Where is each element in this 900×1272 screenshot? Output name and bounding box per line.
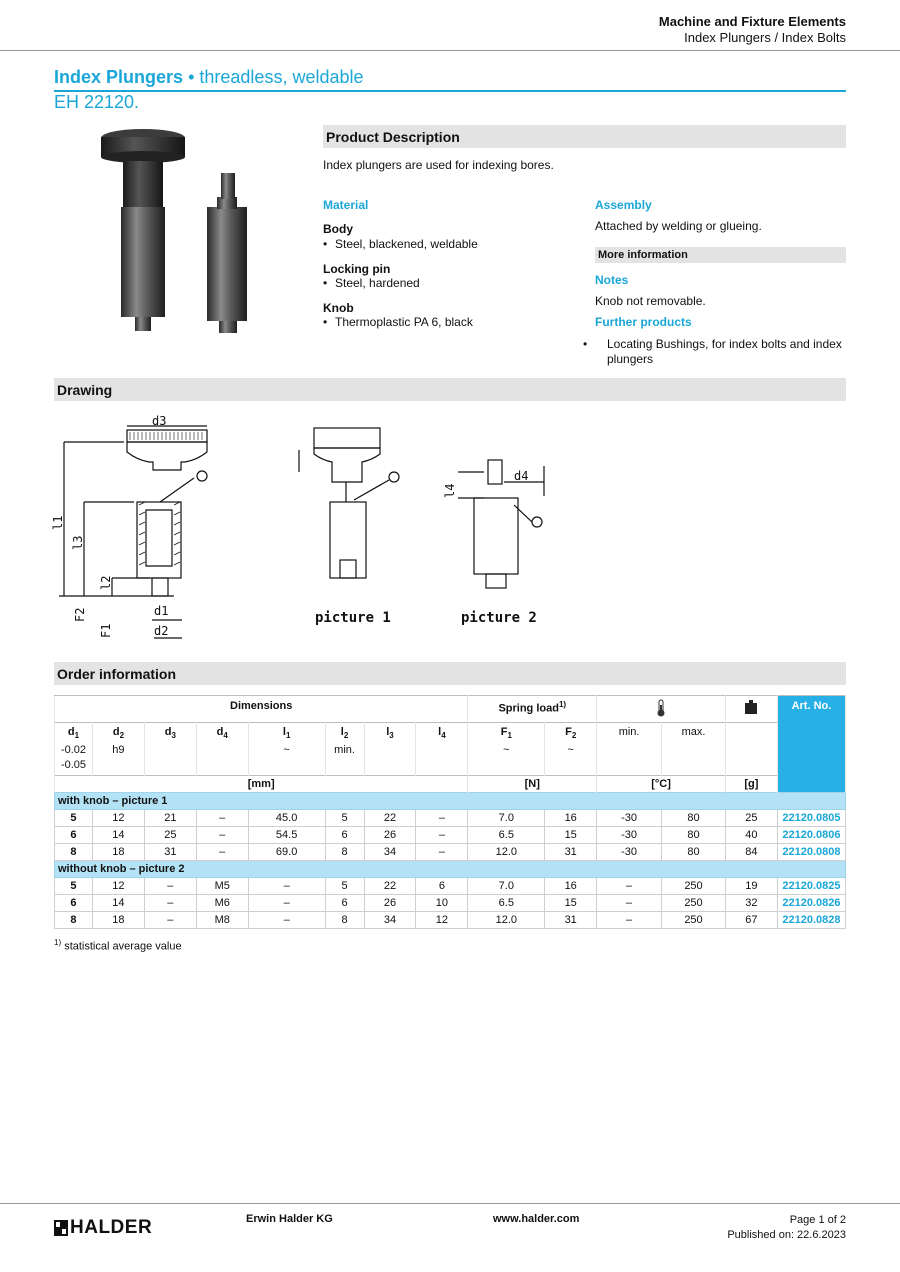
col-l4: $l_4$ [416,723,468,776]
material-pin-value: • Steel, hardened [323,276,420,290]
table-cell: – [144,912,196,929]
table-cell: 6.5 [468,827,545,844]
table-cell: 8 [55,912,93,929]
material-knob-label: Knob [323,301,354,315]
material-knob-value: • Thermoplastic PA 6, black [323,315,473,329]
table-cell: 5 [55,810,93,827]
dimensions-group-header: Dimensions [55,696,468,723]
col-min: min. [597,723,662,776]
material-heading: Material [323,198,369,212]
table-cell: 40 [725,827,777,844]
table-cell: 31 [144,844,196,861]
more-info-heading: More information [595,247,846,263]
table-cell: 84 [725,844,777,861]
order-heading: Order information [54,662,846,685]
table-cell: 19 [725,878,777,895]
table-cell: – [416,827,468,844]
header [659,14,846,45]
table-cell: 6.5 [468,895,545,912]
col-f1-tol: ~ [503,744,510,757]
art-no-link[interactable]: 22120.0808 [777,844,845,861]
footer-url[interactable]: www.halder.com [493,1213,580,1225]
svg-text:d2: d2 [154,624,169,638]
table-cell: 45.0 [248,810,325,827]
svg-text:l4: l4 [443,483,457,498]
material-body-value: • Steel, blackened, weldable [323,237,478,251]
further-product-link[interactable] [595,337,846,367]
table-cell: 31 [545,844,597,861]
svg-text:d3: d3 [152,414,167,428]
table-row [55,810,846,827]
header-category: Machine and Fixture Elements [658,14,846,29]
assembly-text: Attached by welding or glueing. [595,219,762,233]
art-no-link[interactable]: 22120.0825 [777,878,845,895]
material-pin-label: Locking pin [323,262,391,276]
table-cell: 8 [325,844,364,861]
table-cell: 14 [92,827,144,844]
table-cell: 32 [725,895,777,912]
art-no-link[interactable]: 22120.0805 [777,810,845,827]
table-cell: 6 [55,827,93,844]
notes-heading: Notes [595,273,629,287]
svg-text:F2: F2 [73,607,87,622]
notes-text: Knob not removable. [595,294,706,308]
svg-text:l3: l3 [71,535,85,550]
table-cell: – [597,895,662,912]
weight-header [725,696,777,723]
svg-text:F1: F1 [99,623,113,638]
further-products-heading: Further products [595,315,692,329]
table-cell: 69.0 [248,844,325,861]
further-product-text: Locating Bushings, for index bolts and index plungers [607,337,842,366]
table-cell: -30 [597,844,662,861]
col-f2: $F_2$ ~ [545,723,597,776]
table-cell: 16 [545,810,597,827]
table-cell: 12 [92,810,144,827]
table-cell: 21 [144,810,196,827]
col-d1-tol1: -0.02 [60,744,87,757]
unit-g: [g] [725,776,777,793]
drawing-heading: Drawing [54,378,846,401]
table-cell: 7.0 [468,878,545,895]
title-separator: • [188,67,195,87]
table-row [55,827,846,844]
rows-without-knob [55,878,846,929]
description-heading: Product Description [323,125,846,148]
col-f2-tol: ~ [567,744,574,757]
picture-2-caption: picture 2 [461,610,537,626]
temperature-header [597,696,726,723]
table-cell: 22 [364,878,416,895]
material-body-label: Body [323,222,353,236]
col-l1-tol: ~ [283,744,290,757]
col-d1-tol2: -0.05 [60,759,87,772]
spring-load-header [468,696,597,723]
table-cell: 6 [325,827,364,844]
art-no-link[interactable]: 22120.0806 [777,827,845,844]
table-cell: – [196,810,248,827]
table-cell: 34 [364,912,416,929]
table-cell: – [248,912,325,929]
table-cell: 250 [662,912,726,929]
table-cell: 25 [144,827,196,844]
table-cell: 80 [662,844,726,861]
table-cell: 26 [364,895,416,912]
title-main: Index Plungers [54,67,184,87]
unit-mm: [mm] [55,776,468,793]
table-cell: 10 [416,895,468,912]
table-cell: 22 [364,810,416,827]
assembly-heading: Assembly [595,198,652,212]
footnote-text: statistical average value [64,940,182,953]
table-cell: 8 [325,912,364,929]
footer-company: Erwin Halder KG [246,1213,333,1225]
art-no-header: Art. No. [777,696,845,793]
col-max: max. [662,723,726,776]
table-cell: 6 [416,878,468,895]
order-table [54,695,846,929]
svg-text:l1: l1 [51,515,65,530]
table-cell: 6 [325,895,364,912]
table-cell: – [416,810,468,827]
table-cell: – [248,895,325,912]
table-cell: 250 [662,878,726,895]
col-l1: $l_1$ ~ [248,723,325,776]
table-cell: 5 [55,878,93,895]
table-cell: – [196,827,248,844]
footer-page: Page 1 of 2 [789,1214,846,1226]
table-cell: 12 [92,878,144,895]
table-cell: 15 [545,827,597,844]
table-cell: -30 [597,810,662,827]
group-without-knob: without knob – picture 2 [55,861,846,878]
svg-text:l2: l2 [99,575,113,590]
art-no-link[interactable]: 22120.0826 [777,895,845,912]
spring-load-label: Spring load [498,702,559,715]
col-l3: $l_3$ [364,723,416,776]
unit-c: [°C] [597,776,726,793]
footer-meta [727,1213,846,1243]
table-cell: – [144,895,196,912]
product-code: EH 22120. [54,92,140,112]
table-cell: – [196,844,248,861]
col-d4: $d_4$ [196,723,248,776]
table-cell: 5 [325,878,364,895]
table-cell: M6 [196,895,248,912]
table-cell: M8 [196,912,248,929]
table-cell: – [597,912,662,929]
footnote-mark: 1) [54,938,62,947]
thermometer-icon [656,699,666,717]
table-cell: – [144,878,196,895]
table-cell: 25 [725,810,777,827]
table-cell: 12.0 [468,844,545,861]
table-cell: 67 [725,912,777,929]
halder-logo [54,1217,152,1239]
halder-logo-text: HALDER [70,1217,153,1238]
col-l2: $l_2$ min. [325,723,364,776]
svg-text:d4: d4 [514,469,529,483]
table-cell: 18 [92,912,144,929]
svg-text:d1: d1 [154,604,169,618]
description-text: Index plungers are used for indexing bores. [323,158,554,172]
weight-icon [744,699,758,715]
rows-with-knob [55,810,846,861]
table-row [55,895,846,912]
table-cell: 6 [55,895,93,912]
table-cell: 5 [325,810,364,827]
col-d1: $d_1$ -0.02 -0.05 [55,723,93,776]
table-cell: 15 [545,895,597,912]
page-title [54,67,364,88]
table-row [55,844,846,861]
table-cell: – [597,878,662,895]
table-cell: 18 [92,844,144,861]
col-weight [725,723,777,776]
table-cell: 250 [662,895,726,912]
col-d3: $d_3$ [144,723,196,776]
table-row [55,912,846,929]
table-cell: 16 [545,878,597,895]
col-d2: $d_2$ h9 [92,723,144,776]
group-with-knob: with knob – picture 1 [55,793,846,810]
table-cell: M5 [196,878,248,895]
table-cell: 26 [364,827,416,844]
table-cell: – [248,878,325,895]
footer-divider [0,1203,900,1204]
product-photo [95,125,265,340]
header-subcategory: Index Plungers / Index Bolts [684,30,846,45]
footnote [54,938,182,953]
table-cell: – [416,844,468,861]
table-cell: 34 [364,844,416,861]
table-cell: 14 [92,895,144,912]
col-l2-tol: min. [334,744,355,757]
art-no-link[interactable]: 22120.0828 [777,912,845,929]
picture-1-caption: picture 1 [315,610,391,626]
col-f1: $F_1$ ~ [468,723,545,776]
table-cell: -30 [597,827,662,844]
col-d2-tol: h9 [112,744,125,757]
table-cell: 31 [545,912,597,929]
halder-logo-icon [54,1220,68,1236]
table-cell: 80 [662,810,726,827]
title-sub: threadless, weldable [199,67,364,87]
unit-n: [N] [468,776,597,793]
table-cell: 80 [662,827,726,844]
table-cell: 12.0 [468,912,545,929]
table-cell: 54.5 [248,827,325,844]
footer-published: Published on: 22.6.2023 [727,1229,846,1241]
spring-load-footnote-mark: 1) [558,700,567,709]
table-cell: 7.0 [468,810,545,827]
table-cell: 12 [416,912,468,929]
header-divider [0,50,900,51]
table-row [55,878,846,895]
title-underline [54,90,846,92]
table-cell: 8 [55,844,93,861]
